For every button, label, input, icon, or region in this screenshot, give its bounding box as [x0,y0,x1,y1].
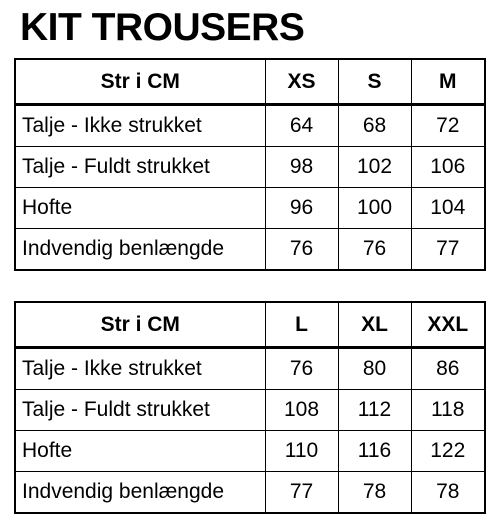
table-cell: 122 [411,431,485,472]
table-cell: 104 [411,188,485,229]
table-cell: 77 [265,472,338,514]
table-cell: 77 [411,229,485,271]
table-row [15,147,485,188]
table-row [15,188,485,229]
row-label: Talje - Fuldt strukket [15,147,265,188]
row-label: Talje - Ikke strukket [15,348,265,390]
table-cell: 100 [338,188,411,229]
table-cell: 64 [265,105,338,147]
table-cell: 80 [338,348,411,390]
table-row [15,105,485,147]
header-cell: M [411,59,485,105]
header-cell: XL [338,302,411,348]
header-cell: XXL [411,302,485,348]
table-cell: 78 [411,472,485,514]
row-label: Hofte [15,188,265,229]
table-header-row [15,302,485,348]
table-cell: 76 [265,229,338,271]
row-label: Indvendig benlængde [15,472,265,514]
table-cell: 102 [338,147,411,188]
table-cell: 110 [265,431,338,472]
size-table-xs-m [14,58,486,271]
table-cell: 106 [411,147,485,188]
header-cell: XS [265,59,338,105]
table-header-row [15,59,485,105]
table-cell: 116 [338,431,411,472]
table-cell: 76 [265,348,338,390]
row-label: Indvendig benlængde [15,229,265,271]
table-cell: 68 [338,105,411,147]
table-cell: 78 [338,472,411,514]
table-cell: 98 [265,147,338,188]
table-cell: 76 [338,229,411,271]
table-row [15,431,485,472]
table-row [15,229,485,271]
row-label: Talje - Fuldt strukket [15,390,265,431]
table-row [15,348,485,390]
table-cell: 108 [265,390,338,431]
table-row [15,472,485,514]
header-cell: S [338,59,411,105]
row-label: Talje - Ikke strukket [15,105,265,147]
table-cell: 118 [411,390,485,431]
table-cell: 96 [265,188,338,229]
table-cell: 86 [411,348,485,390]
header-cell: Str i CM [15,302,265,348]
table-row [15,390,485,431]
header-cell: Str i CM [15,59,265,105]
header-cell: L [265,302,338,348]
table-cell: 112 [338,390,411,431]
page-title: KIT TROUSERS [20,6,305,49]
row-label: Hofte [15,431,265,472]
size-table-l-xxl [14,301,486,514]
table-cell: 72 [411,105,485,147]
